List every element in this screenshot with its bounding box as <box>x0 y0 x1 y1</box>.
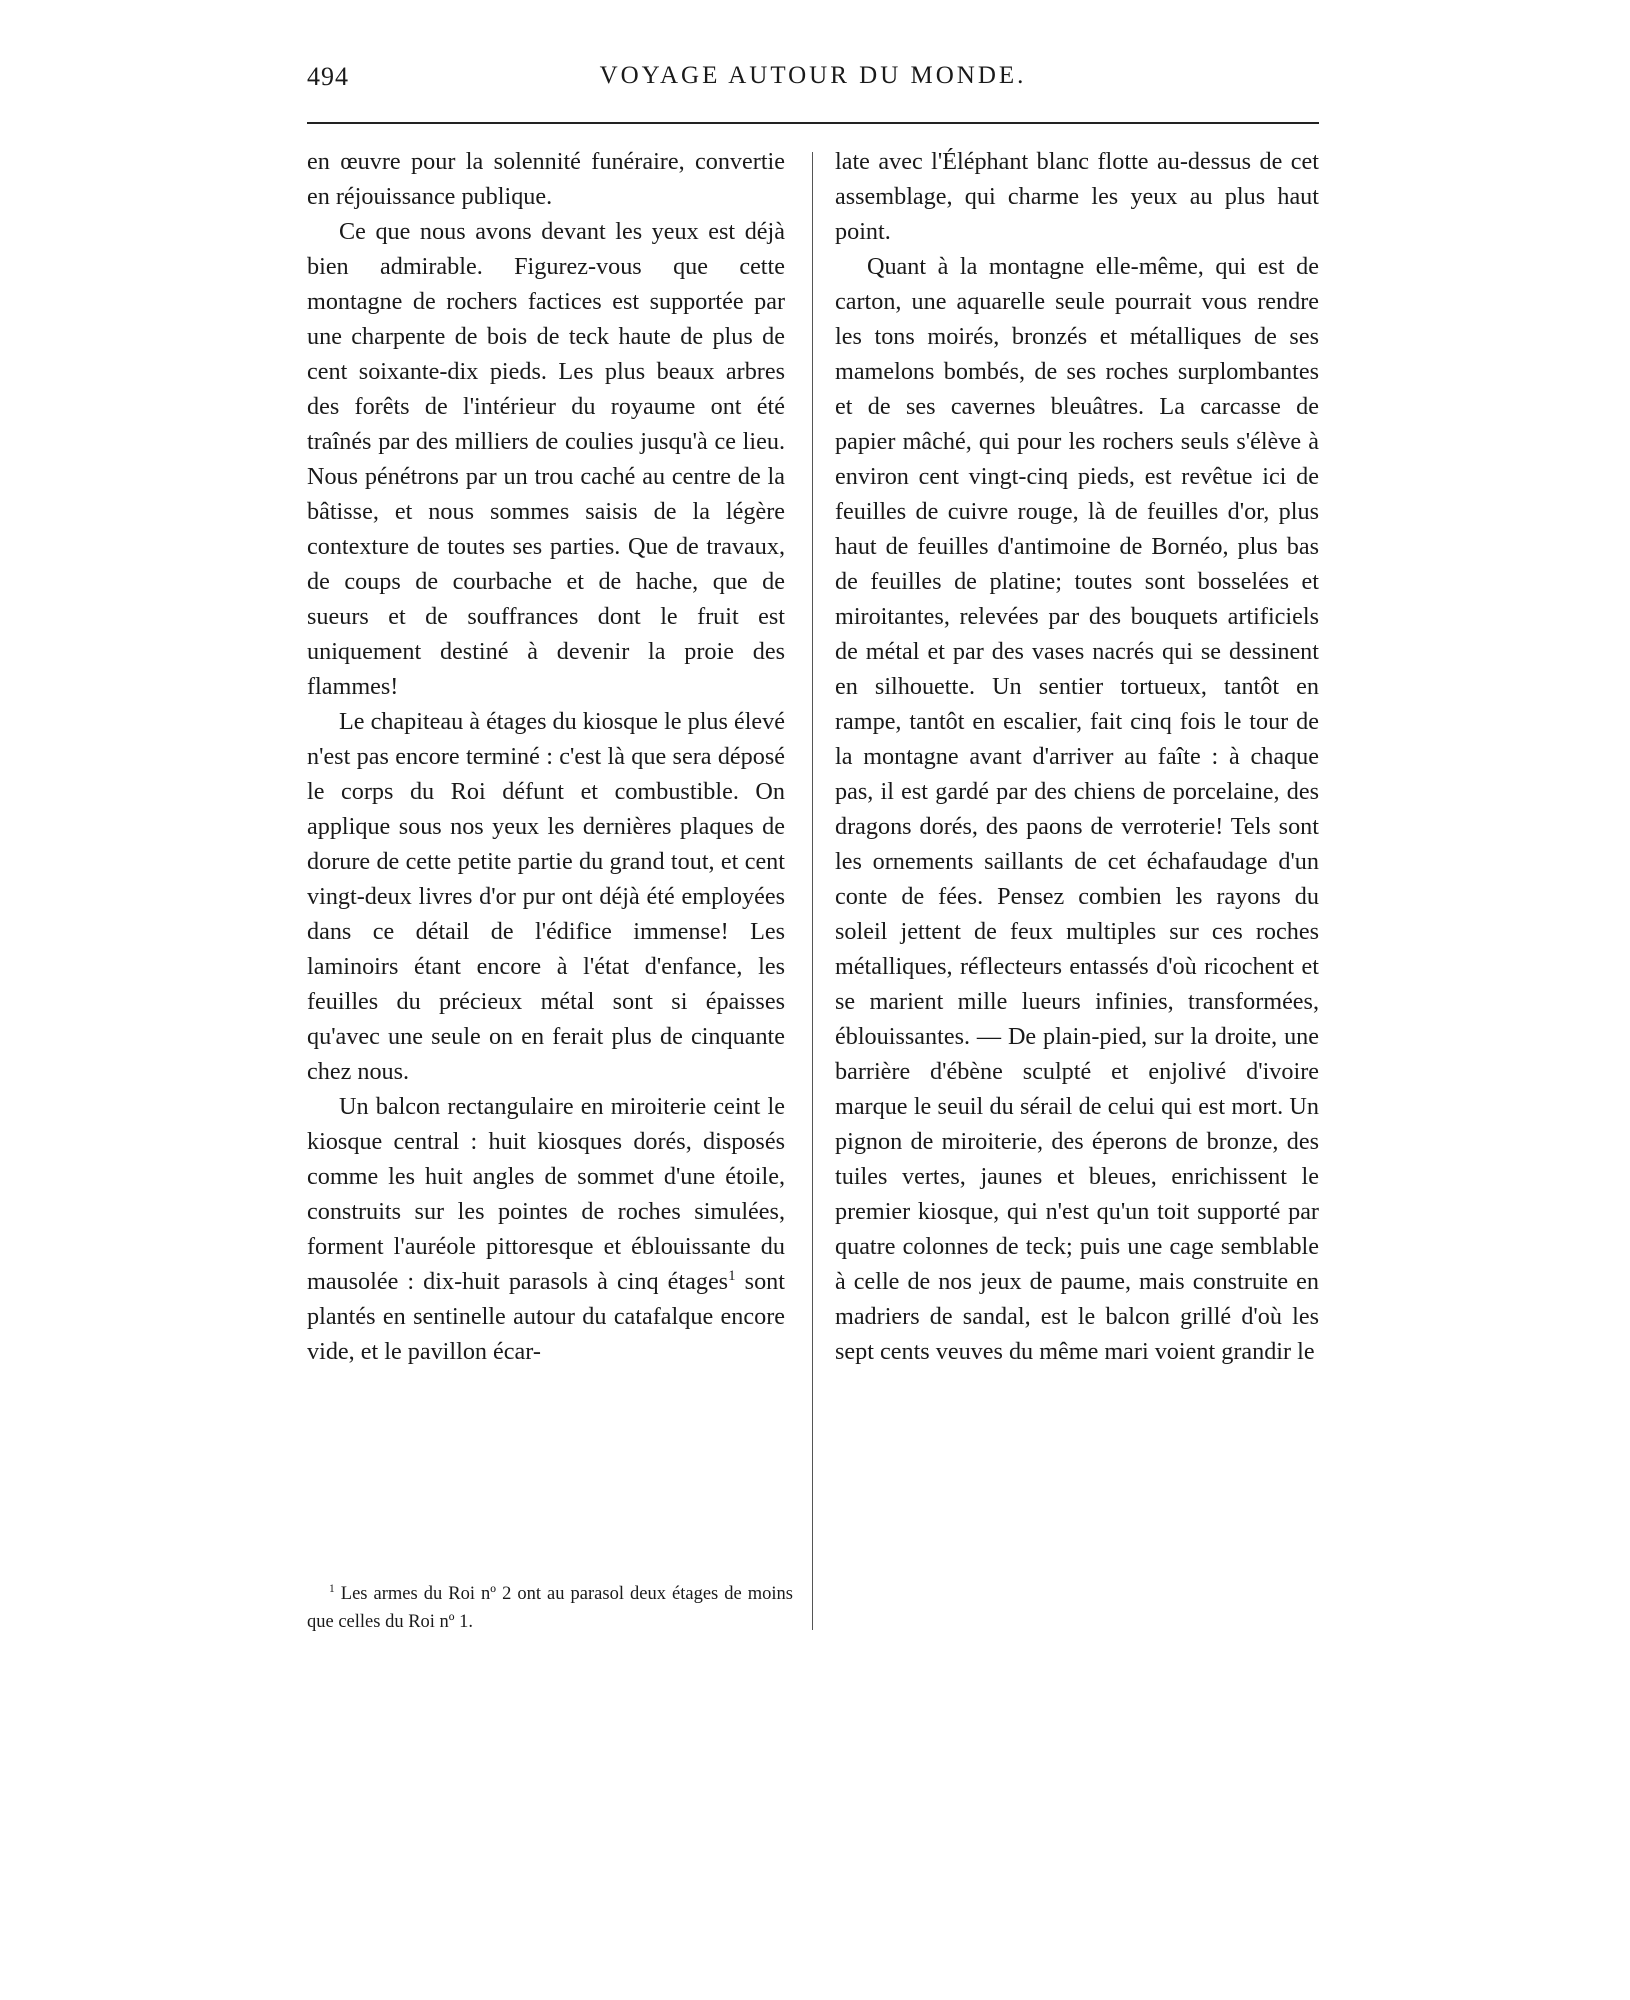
footnote-mark: 1 <box>329 1582 335 1595</box>
left-paragraph-4 <box>307 1089 785 1369</box>
page-number: 494 <box>307 62 349 91</box>
running-title: VOYAGE AUTOUR DU MONDE. <box>599 62 1027 89</box>
page-header <box>307 62 1319 106</box>
column-divider <box>812 152 813 1630</box>
footnote-body: Les armes du Roi nº 2 ont au parasol deux étages de moins que celles du Roi nº 1. <box>307 1584 793 1632</box>
right-paragraph-1: late avec l'Éléphant blanc flotte au-dessus de cet assemblage, qui charme les yeux au plus haut point. <box>835 148 1319 245</box>
left-paragraph-4-text-a: Un balcon rectangulaire en miroiterie ceint le kiosque central : huit kiosques dorés, disposés comme les huit angles de sommet d'une étoile, construits sur les pointes de roches simulées, forment l'auréole pittoresque et éblouissante du mausolée : dix-huit parasols à cinq étages <box>307 1093 785 1295</box>
left-paragraph-4-text-b: sont plantés en sentinelle autour du catafalque encore vide, et le pavillon écar- <box>307 1268 785 1365</box>
right-column <box>835 144 1319 1369</box>
footnote-reference: 1 <box>728 1267 736 1284</box>
right-paragraph-2: Quant à la montagne elle-même, qui est de carton, une aquarelle seule pourrait vous rendre les tons moirés, bronzés et métalliques de ses mamelons bombés, de ses roches surplombantes et de ses cavernes bleuâtres. La carcasse de papier mâché, qui pour les rochers seuls s'élève à environ cent vingt-cinq pieds, est revêtue ici de feuilles de cuivre rouge, là de feuilles d'or, plus haut de feuilles d'antimoine de Bornéo, plus bas de feuilles de platine; toutes sont bosselées et miroitantes, relevées par des bouquets artificiels de métal et par des vases nacrés qui se dessinent en silhouette. Un sentier tortueux, tantôt en rampe, tantôt en escalier, fait cinq fois le tour de la montagne avant d'arriver au faîte : à chaque pas, il est gardé par des chiens de porcelaine, des dragons dorés, des paons de verroterie! Tels sont les ornements saillants de cet échafaudage d'un conte de fées. Pensez combien les rayons du soleil jettent de feux multiples sur ces roches métalliques, réflecteurs entassés d'où ricochent et se marient mille lueurs infinies, transformées, éblouissantes. — De plain-pied, sur la droite, une barrière d'ébène sculpté et enjolivé d'ivoire marque le seuil du sérail de celui qui est mort. Un pignon de miroiterie, des éperons de bronze, des tuiles vertes, jaunes et bleues, enrichissent le premier kiosque, qui n'est qu'un toit supporté par quatre colonnes de teck; puis une cage semblable à celle de nos jeux de paume, mais construite en madriers de sandal, est le balcon grillé d'où les sept cents veuves du même mari voient grandir le <box>835 253 1319 1365</box>
left-column <box>307 144 785 1369</box>
footnote-text <box>307 1580 793 1636</box>
header-rule <box>307 122 1319 124</box>
left-paragraph-2: Ce que nous avons devant les yeux est déjà bien admirable. Figurez-vous que cette montagne de rochers factices est supportée par une charpente de bois de teck haute de plus de cent soixante-dix pieds. Les plus beaux arbres des forêts de l'intérieur du royaume ont été traînés par des milliers de coulies jusqu'à ce lieu. Nous pénétrons par un trou caché au centre de la bâtisse, et nous sommes saisis de la légère contexture de toutes ses parties. Que de travaux, de coups de courbache et de hache, que de sueurs et de souffrances dont le fruit est uniquement destiné à devenir la proie des flammes! <box>307 218 785 700</box>
left-paragraph-1: en œuvre pour la solennité funéraire, convertie en réjouissance publique. <box>307 148 785 210</box>
footnote <box>307 1580 793 1636</box>
left-paragraph-3: Le chapiteau à étages du kiosque le plus élevé n'est pas encore terminé : c'est là que sera déposé le corps du Roi défunt et combustible. On applique sous nos yeux les dernières plaques de dorure de cette petite partie du grand tout, et cent vingt-deux livres d'or pur ont déjà été employées dans ce détail de l'édifice immense! Les laminoirs étant encore à l'état d'enfance, les feuilles du précieux métal sont si épaisses qu'avec une seule on en ferait plus de cinquante chez nous. <box>307 708 785 1085</box>
